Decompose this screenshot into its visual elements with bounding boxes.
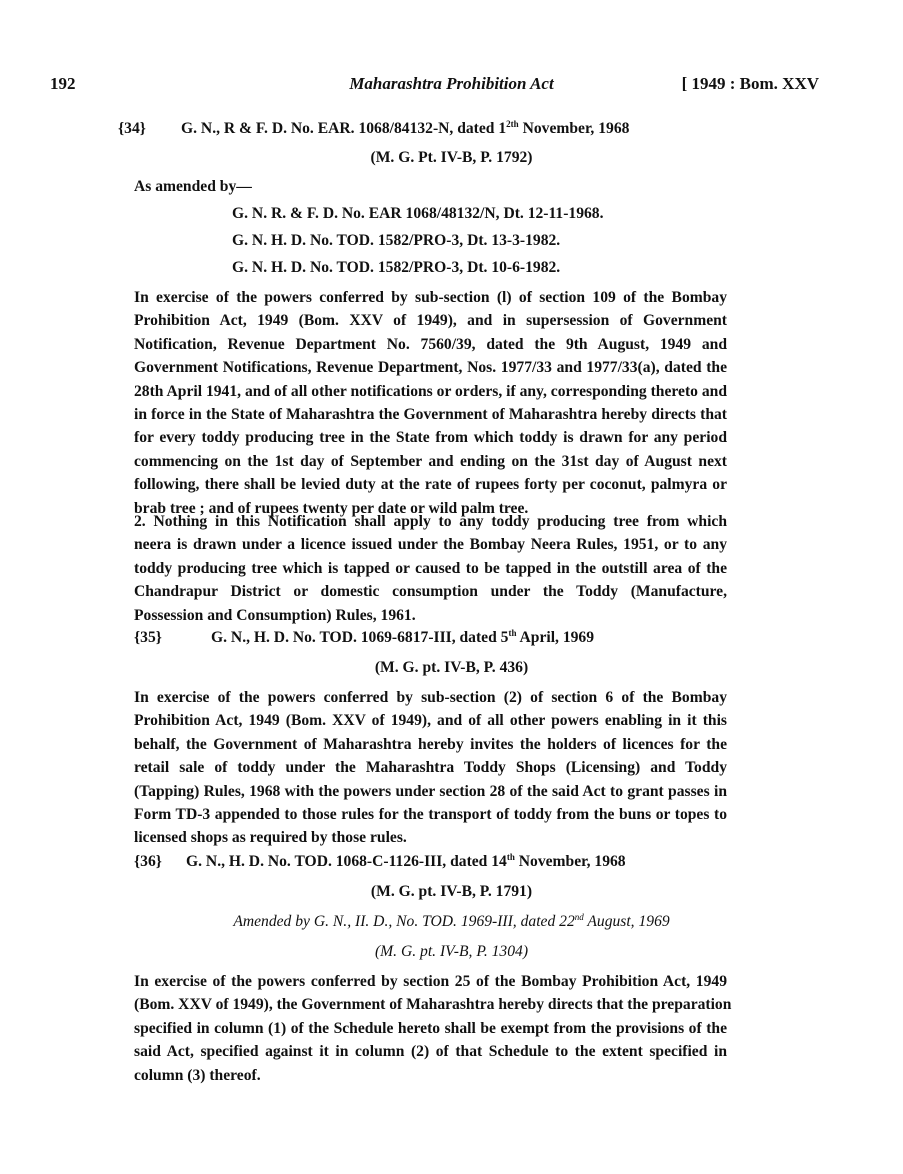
act-reference: [ 1949 : Bom. XXV (681, 74, 819, 93)
section-36-number: {36} (134, 853, 162, 870)
amendment-2: G. N. H. D. No. TOD. 1582/PRO-3, Dt. 13-3-1982. (232, 232, 561, 249)
page-number: 192 (50, 74, 76, 93)
text-line: In exercise of the powers conferred by sub-section (l) of section 109 of the Bombay (134, 289, 727, 306)
text-line: Possession and Consumption) Rules, 1961. (134, 606, 416, 624)
text-line: following, there shall be levied duty at the rate of rupees forty per coconut, palmyra or (134, 476, 727, 494)
section-36-amended-gazette: (M. G. pt. IV-B, P. 1304) (374, 943, 529, 960)
text-line: specified in column (1) of the Schedule hereto shall be exempt from the provisions of the (134, 1019, 727, 1037)
section-36-paragraph (134, 970, 732, 1087)
text-line: behalf, the Government of Maharashtra hereby invites the holders of licences for the (134, 735, 727, 753)
section-36-heading: G. N., H. D. No. TOD. 1068-C-1126-III, dated 14th November, 1968 (186, 852, 626, 870)
text-line: retail sale of toddy under the Maharashtra Toddy Shops (Licensing) and Toddy (134, 759, 727, 777)
section-34-number: {34} (118, 120, 146, 137)
text-line: neera is drawn under a licence issued under the Bombay Neera Rules, 1951, or to any (134, 536, 727, 554)
text-line: commencing on the 1st day of September and ending on the 31st day of August next (134, 452, 727, 470)
text-line: in force in the State of Maharashtra the Government of Maharashtra hereby directs that (134, 406, 727, 424)
amendment-1: G. N. R. & F. D. No. EAR 1068/48132/N, Dt. 12-11-1968. (232, 205, 604, 222)
text-line: In exercise of the powers conferred by section 25 of the Bombay Prohibition Act, 1949 (134, 973, 727, 990)
section-35-paragraph (134, 686, 727, 850)
text-line: licensed shops as required by those rules. (134, 829, 407, 847)
text-line: Notification, Revenue Department No. 7560/39, dated the 9th August, 1949 and (134, 335, 727, 353)
section-34-paragraph-2 (134, 510, 727, 627)
running-title: Maharashtra Prohibition Act (349, 74, 554, 93)
section-36-gazette: (M. G. pt. IV-B, P. 1791) (370, 883, 533, 900)
section-35-number: {35} (134, 629, 162, 646)
text-line: Prohibition Act, 1949 (Bom. XXV of 1949), and of all other powers enabling in it this (134, 712, 727, 730)
text-line: (Tapping) Rules, 1968 with the powers under section 28 of the said Act to grant passes in (134, 782, 727, 800)
text-line: 28th April 1941, and of all other notifications or orders, if any, corresponding thereto and (134, 382, 727, 400)
text-line: said Act, specified against it in column (2) of that Schedule to the extent specified in (134, 1043, 727, 1061)
section-35-heading: G. N., H. D. No. TOD. 1069-6817-III, dated 5th April, 1969 (211, 628, 595, 646)
text-line: Form TD-3 appended to those rules for the transport of toddy from the buns or topes to (134, 806, 727, 824)
text-line: column (3) thereof. (134, 1066, 261, 1084)
section-34-heading: G. N., R & F. D. No. EAR. 1068/84132-N, dated $1^{2th}$ November, 1968 (181, 119, 630, 137)
section-35-gazette: (M. G. pt. IV-B, P. 436) (374, 659, 529, 676)
text-line: In exercise of the powers conferred by sub-section (2) of section 6 of the Bombay (134, 689, 727, 706)
text-line: Chandrapur District or domestic consumption under the Toddy (Manufacture, (134, 583, 727, 601)
text-line: (Bom. XXV of 1949), the Government of Maharashtra hereby directs that the preparation (134, 996, 732, 1014)
section-34-gazette: (M. G. Pt. IV-B, P. 1792) (370, 149, 533, 166)
text-line: brab tree ; and of rupees twenty per date or wild palm tree. (134, 499, 529, 517)
amendment-3: G. N. H. D. No. TOD. 1582/PRO-3, Dt. 10-6-1982. (232, 259, 561, 276)
section-34-amended-label: As amended by— (134, 178, 252, 195)
text-line: Prohibition Act, 1949 (Bom. XXV of 1949), and in supersession of Government (134, 312, 727, 330)
section-34-paragraph-1 (134, 286, 727, 520)
text-line: Government Notifications, Revenue Department, Nos. 1977/33 and 1977/33(a), dated the (134, 359, 727, 377)
text-line: 2. Nothing in this Notification shall apply to any toddy producing tree from which (134, 513, 727, 530)
section-36-amended-by: Amended by G. N., II. D., No. TOD. 1969-III, dated 22nd August, 1969 (233, 912, 670, 930)
text-line: toddy producing tree which is tapped or caused to be tapped in the outstill area of the (134, 559, 727, 577)
text-line: for every toddy producing tree in the State from which toddy is drawn for any period (134, 429, 727, 447)
